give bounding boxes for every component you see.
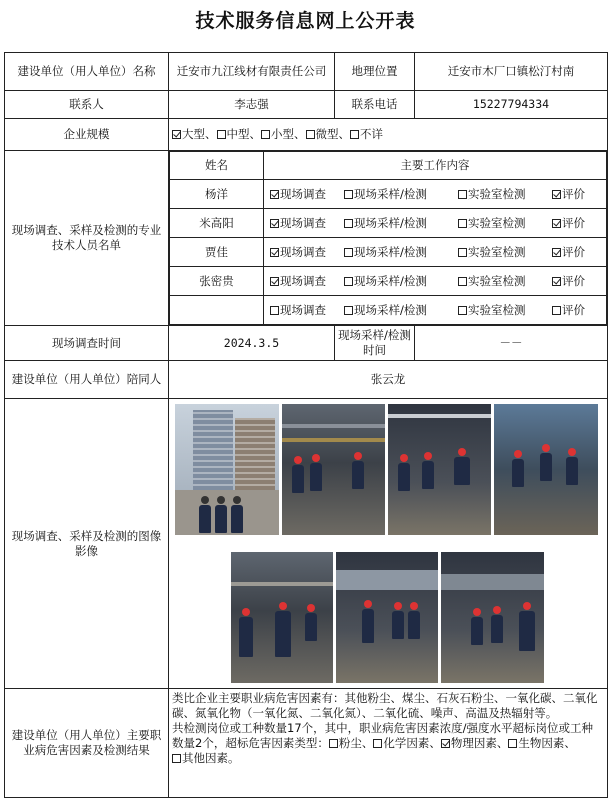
staff-work-items [264,238,607,267]
scale-option-1 [217,127,250,141]
escort-value: 张云龙 [169,361,608,399]
checked-box-icon [270,219,279,228]
escort-label: 建设单位（用人单位）陪同人 [5,361,169,399]
work-item-0-label: 现场调查 [280,215,326,230]
scale-option-0-label: 大型 [182,127,205,141]
work-item-3-label: 评价 [562,186,585,201]
unchecked-box-icon [217,130,226,139]
hazard-option-1-label: 化学因素、 [383,736,441,750]
scale-option-3-label: 微型 [315,127,339,141]
unchecked-box-icon [344,190,353,199]
unchecked-box-icon [344,219,353,228]
sampling-time-value: －－ [415,326,608,361]
unchecked-box-icon [344,277,353,286]
work-item-2 [458,187,552,202]
work-item-3 [552,245,602,260]
unchecked-box-icon [344,248,353,257]
checked-box-icon [441,739,450,748]
unchecked-box-icon [172,754,181,763]
work-item-3-label: 评价 [562,244,585,259]
hazard-text-2-wrap [172,721,604,766]
unchecked-box-icon [458,306,467,315]
site-photo-5 [231,552,333,683]
hazard-text-2: 共检测岗位或工种数量17个，其中，职业病危害因素浓度/强度水平超标岗位或工种数量2个，超标危害因素类型： [172,721,594,750]
work-item-2 [458,245,552,260]
work-item-0 [270,187,344,202]
work-item-3-label: 评价 [562,215,585,230]
unchecked-box-icon [261,130,270,139]
scale-options: 大型、 中型、 小型、 微型、 不详 [169,119,608,151]
scale-label: 企业规模 [5,119,169,151]
survey-time-value: 2024.3.5 [169,326,335,361]
work-item-1 [344,216,458,231]
hazard-text-1: 类比企业主要职业病危害因素有：其他粉尘、煤尘、石灰石粉尘、一氧化碳、二氧化碳、氮氧化物（一氧化氮、二氧化氮）、二氧化硫、噪声、高温及热辐射等。 [172,691,598,720]
hazard-content [169,689,608,798]
work-item-2-label: 实验室检测 [468,215,526,230]
work-item-2-label: 实验室检测 [468,302,526,317]
work-item-0-label: 现场调查 [280,244,326,259]
staff-row [170,296,607,325]
contact-value: 李志强 [169,91,335,119]
work-item-2 [458,274,552,289]
work-item-1 [344,274,458,289]
staff-table-cell [169,151,608,326]
scale-option-2-label: 小型 [271,127,294,141]
hazard-option-0 [329,736,374,750]
work-item-0 [270,274,344,289]
work-item-2 [458,303,552,318]
unchecked-box-icon [270,306,279,315]
scale-option-0 [172,127,205,141]
info-table [4,52,608,798]
site-photo-6 [336,552,438,683]
staff-name [170,296,264,325]
work-item-3 [552,274,602,289]
work-item-2-label: 实验室检测 [468,186,526,201]
work-item-1-label: 现场采样/检测 [354,244,427,259]
staff-label: 现场调查、采样及检测的专业技术人员名单 [5,151,169,326]
hazard-option-3 [508,736,576,750]
staff-name: 贾佳 [170,238,264,267]
staff-name: 米高阳 [170,209,264,238]
hazard-option-4-label: 其他因素。 [182,751,240,765]
photo-grid [169,399,607,688]
staff-name-header: 姓名 [170,152,264,180]
work-item-3-label: 评价 [562,273,585,288]
unchecked-box-icon [344,306,353,315]
hazard-option-2-label: 物理因素、 [450,736,509,750]
contact-label: 联系人 [5,91,169,119]
scale-option-4-label: 不详 [360,127,383,141]
site-photo-3 [388,404,491,535]
site-photo-4 [494,404,598,535]
work-item-2-label: 实验室检测 [468,273,526,288]
checked-box-icon [552,248,561,257]
work-item-1-label: 现场采样/检测 [354,273,427,288]
work-item-1 [344,245,458,260]
scale-option-3 [306,127,339,141]
hazard-label: 建设单位（用人单位）主要职业病危害因素及检测结果 [5,689,169,798]
scale-option-1-label: 中型 [226,127,250,141]
work-item-0-label: 现场调查 [280,302,326,317]
staff-work-header: 主要工作内容 [264,152,607,180]
work-item-3 [552,187,602,202]
staff-table [169,151,607,325]
unit-value: 迁安市九江线材有限责任公司 [169,53,335,91]
site-photo-2 [282,404,385,535]
work-item-1 [344,187,458,202]
checked-box-icon [552,219,561,228]
staff-work-items [264,180,607,209]
checked-box-icon [270,277,279,286]
unchecked-box-icon [458,190,467,199]
checked-box-icon [270,248,279,257]
staff-name: 张密贵 [170,267,264,296]
work-item-2 [458,216,552,231]
work-item-3 [552,303,602,318]
unchecked-box-icon [458,248,467,257]
checked-box-icon [552,277,561,286]
staff-row [170,180,607,209]
work-item-0 [270,216,344,231]
unchecked-box-icon [306,130,315,139]
work-item-1-label: 现场采样/检测 [354,186,427,201]
checked-box-icon [172,130,181,139]
scale-option-2 [261,127,294,141]
work-item-0-label: 现场调查 [280,273,326,288]
staff-name: 杨洋 [170,180,264,209]
unchecked-box-icon [508,739,517,748]
page-title: 技术服务信息网上公开表 [195,10,416,32]
survey-time-label: 现场调查时间 [5,326,169,361]
scale-option-4 [350,127,383,141]
location-label: 地理位置 [335,53,415,91]
hazard-option-4 [172,751,240,765]
site-photo-7 [441,552,544,683]
unchecked-box-icon [552,306,561,315]
work-item-3-label: 评价 [562,302,585,317]
location-value: 迁安市木厂口镇松汀村南 [415,53,608,91]
images-label: 现场调查、采样及检测的图像影像 [5,399,169,689]
work-item-1-label: 现场采样/检测 [354,215,427,230]
unchecked-box-icon [458,277,467,286]
checked-box-icon [270,190,279,199]
staff-row [170,209,607,238]
unchecked-box-icon [458,219,467,228]
phone-value: 15227794334 [415,91,608,119]
site-photo-1 [175,404,279,535]
staff-row [170,267,607,296]
phone-label: 联系电话 [335,91,415,119]
unchecked-box-icon [329,739,338,748]
work-item-0 [270,303,344,318]
work-item-0 [270,245,344,260]
unchecked-box-icon [373,739,382,748]
work-item-3 [552,216,602,231]
staff-row [170,238,607,267]
sampling-time-label: 现场采样/检测时间 [335,326,415,361]
work-item-1 [344,303,458,318]
unchecked-box-icon [350,130,359,139]
images-cell [169,399,608,689]
staff-work-items [264,209,607,238]
work-item-0-label: 现场调查 [280,186,326,201]
hazard-option-1 [373,736,441,750]
unit-label: 建设单位（用人单位）名称 [5,53,169,91]
work-item-1-label: 现场采样/检测 [354,302,427,317]
hazard-option-2 [441,736,509,750]
work-item-2-label: 实验室检测 [468,244,526,259]
hazard-option-0-label: 粉尘、 [338,736,374,750]
hazard-option-3-label: 生物因素、 [518,736,576,750]
staff-work-items [264,267,607,296]
checked-box-icon [552,190,561,199]
staff-work-items [264,296,607,325]
